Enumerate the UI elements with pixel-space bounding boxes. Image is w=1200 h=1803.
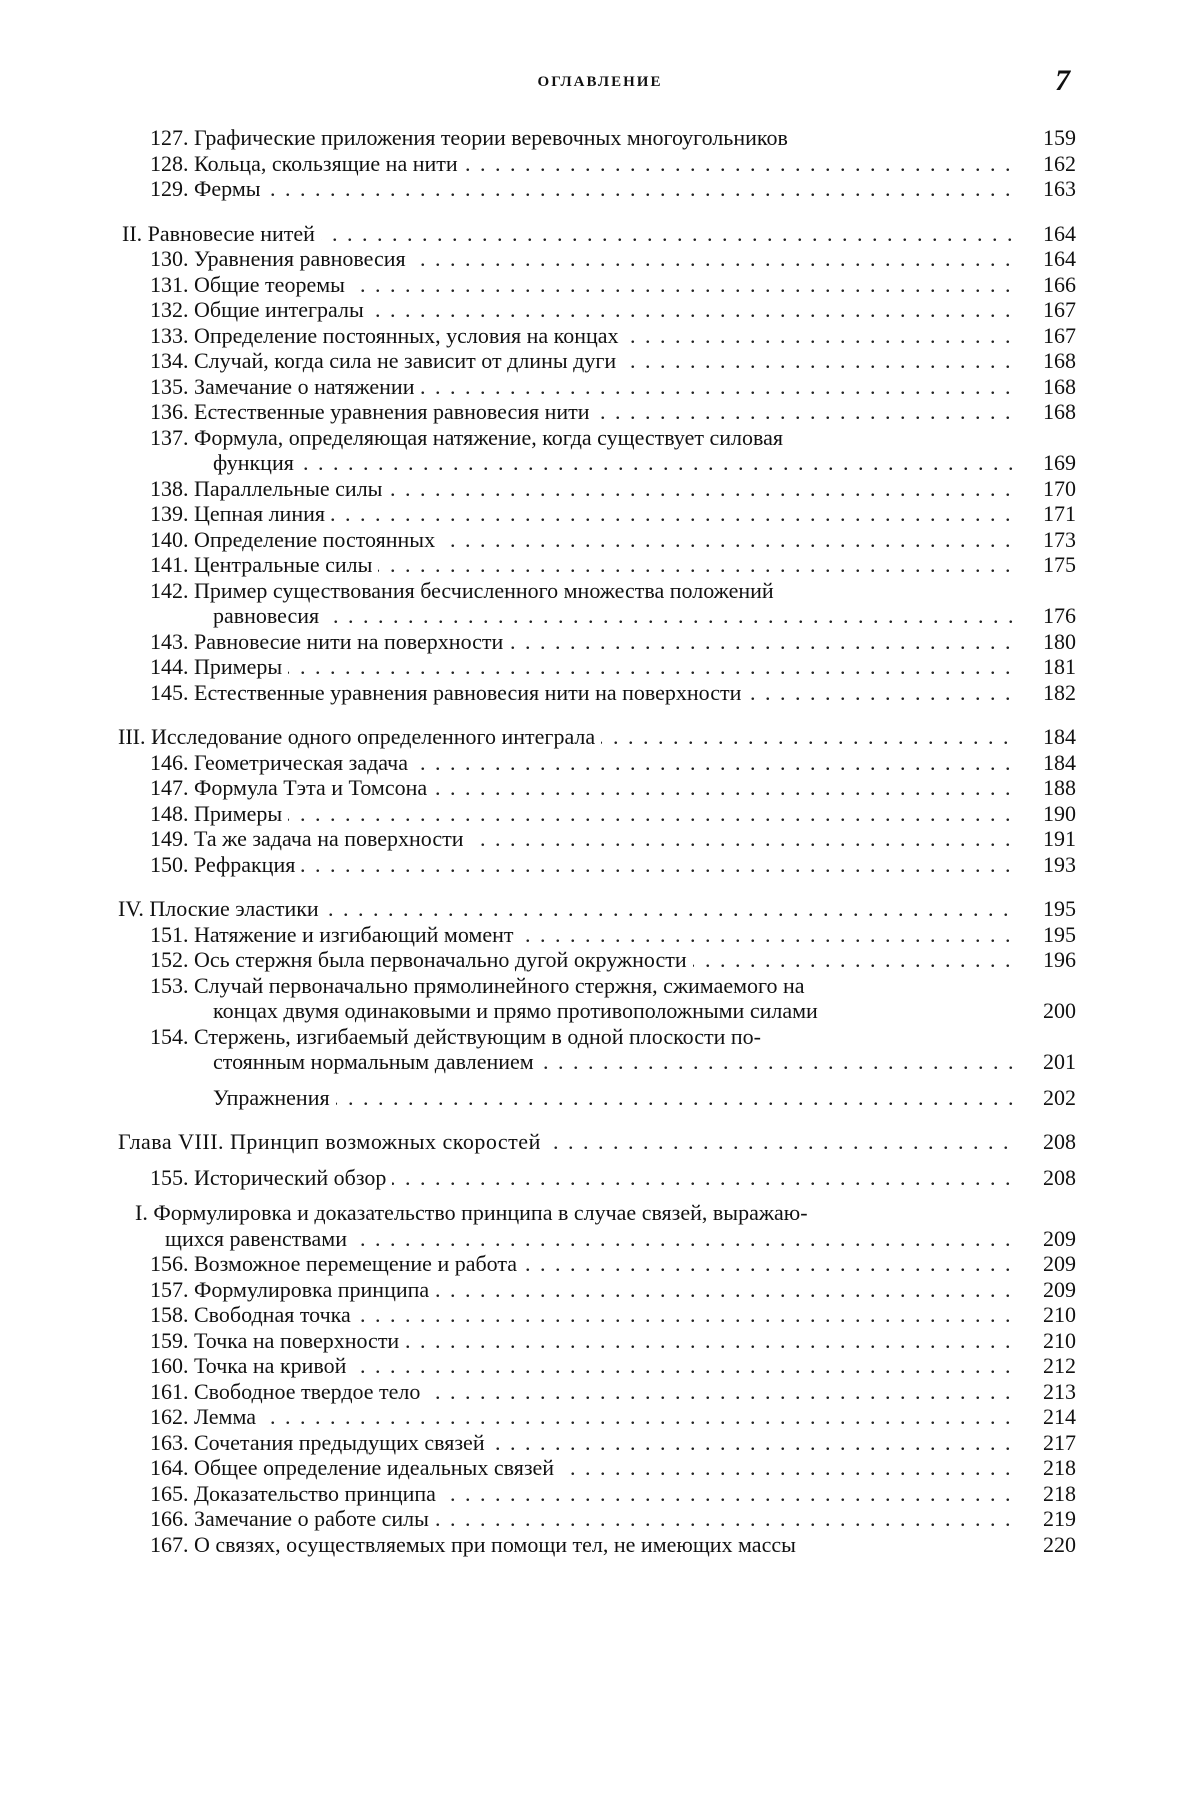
toc-entry-page: 195 [1043, 896, 1076, 921]
toc-entry-page: 220 [1043, 1531, 1076, 1557]
toc-entry [0, 1353, 1200, 1379]
toc-entry [0, 1302, 1200, 1328]
toc-entry [0, 1404, 1200, 1430]
toc-entry-page: 191 [1043, 826, 1076, 851]
toc-entry-text: 137. Формула, определяющая натяжение, когда существует силовая [150, 425, 789, 450]
toc-entry-title [213, 450, 1018, 475]
toc-entry-title [150, 348, 1018, 373]
toc-entry-page: 208 [1043, 1164, 1076, 1190]
toc-entry-page: 219 [1043, 1506, 1076, 1531]
toc-entry-page: 182 [1043, 679, 1076, 705]
toc-entry [0, 1430, 1200, 1456]
toc-entry-page: 184 [1043, 749, 1076, 775]
toc-entry-text: II. Равновесие нитей [122, 221, 321, 246]
toc-entry-page: 210 [1043, 1327, 1076, 1353]
toc-entry-text: 152. Ось стержня была первоначально дугой окружности [150, 947, 693, 972]
toc-entry-title [150, 947, 1018, 972]
toc-entry-page: 163 [1043, 176, 1076, 201]
toc-entry-text: 140. Определение постоянных [150, 527, 441, 552]
toc-entry-text: равновесия [213, 603, 325, 628]
toc-entry [0, 1165, 1200, 1191]
toc-entry-page: 168 [1043, 373, 1076, 399]
toc-entry [0, 1481, 1200, 1507]
toc-entry [0, 399, 1200, 425]
toc-entry-title [150, 852, 1018, 877]
toc-entry [0, 1085, 1200, 1111]
toc-entry-title [150, 775, 1018, 800]
table-of-contents [0, 125, 1200, 1557]
toc-entry [0, 973, 1200, 999]
toc-entry-text: 128. Кольца, скользящие на нити [150, 151, 464, 176]
toc-entry [0, 1226, 1200, 1252]
toc-entry [0, 1328, 1200, 1354]
toc-entry-page: 217 [1043, 1429, 1076, 1455]
toc-entry-title [118, 896, 1018, 921]
toc-entry [0, 151, 1200, 177]
toc-entry [0, 246, 1200, 272]
toc-entry [0, 654, 1200, 680]
toc-entry-text: 155. Исторический обзор [150, 1165, 392, 1190]
toc-entry-text: 143. Равновесие нити на поверхности [150, 629, 509, 654]
toc-entry-text: щихся равенствами [165, 1226, 353, 1251]
toc-entry-text: 147. Формула Тэта и Томсона [150, 775, 433, 800]
toc-entry-page: 170 [1043, 475, 1076, 501]
toc-entry [0, 750, 1200, 776]
toc-entry [0, 221, 1200, 247]
toc-entry-text: 145. Естественные уравнения равновесия нити на поверхности [150, 680, 747, 705]
toc-entry-text: 162. Лемма [150, 1404, 262, 1429]
toc-entry-text: Глава VIII. Принцип возможных скоростей [118, 1129, 547, 1154]
toc-entry-page: 193 [1043, 851, 1076, 877]
toc-entry-title [150, 1532, 1018, 1557]
toc-entry-title [150, 1251, 1018, 1276]
toc-entry-text: 163. Сочетания предыдущих связей [150, 1430, 491, 1455]
toc-entry-text: Упражнения [213, 1085, 336, 1110]
toc-entry-title [150, 272, 1018, 297]
toc-entry [0, 629, 1200, 655]
toc-entry [0, 922, 1200, 948]
toc-entry-text: 154. Стержень, изгибаемый действующим в одной плоскости по- [150, 1024, 767, 1049]
toc-entry [0, 450, 1200, 476]
toc-entry-page: 209 [1043, 1251, 1076, 1276]
toc-entry-title [150, 1165, 1018, 1190]
toc-entry-text: 164. Общее определение идеальных связей [150, 1455, 560, 1480]
toc-entry-text: 160. Точка на кривой [150, 1353, 352, 1378]
toc-entry-text: концах двумя одинаковыми и прямо противоположными силами [213, 998, 824, 1023]
toc-entry-page: 190 [1043, 800, 1076, 826]
toc-entry-text: I. Формулировка и доказательство принципа в случае связей, выражаю- [135, 1200, 814, 1225]
toc-entry-text: стоянным нормальным давлением [213, 1049, 540, 1074]
toc-entry-text: 165. Доказательство принципа [150, 1481, 442, 1506]
toc-entry [0, 501, 1200, 527]
toc-entry-page: 209 [1043, 1225, 1076, 1251]
toc-entry-text: 157. Формулировка принципа [150, 1277, 435, 1302]
toc-entry-title [150, 476, 1018, 501]
toc-entry [0, 1532, 1200, 1558]
toc-entry-title [150, 1481, 1018, 1506]
toc-entry-title [150, 552, 1018, 577]
toc-entry-title [213, 1049, 1018, 1074]
toc-entry [0, 947, 1200, 973]
toc-entry-page: 164 [1043, 220, 1076, 246]
toc-entry [0, 1024, 1200, 1050]
toc-entry [0, 775, 1200, 801]
toc-entry-title [150, 399, 1018, 424]
toc-entry-title [135, 1200, 1018, 1225]
toc-entry [0, 552, 1200, 578]
toc-entry [0, 125, 1200, 151]
toc-entry-page: 176 [1043, 603, 1076, 628]
toc-entry-text: 127. Графические приложения теории веревочных многоугольников [150, 125, 794, 150]
toc-entry-text: 150. Рефракция [150, 852, 301, 877]
toc-entry-title [150, 246, 1018, 271]
toc-entry [0, 1251, 1200, 1277]
toc-entry [0, 826, 1200, 852]
toc-entry-title [150, 125, 1018, 150]
toc-entry-title [150, 750, 1018, 775]
toc-entry-title [150, 1302, 1018, 1327]
toc-entry [0, 476, 1200, 502]
toc-entry-title [150, 151, 1018, 176]
toc-entry-title [150, 973, 1018, 998]
toc-entry-text: 161. Свободное твердое тело [150, 1379, 426, 1404]
toc-entry-page: 180 [1043, 628, 1076, 654]
toc-entry-text: 151. Натяжение и изгибающий момент [150, 922, 520, 947]
toc-entry [0, 272, 1200, 298]
toc-entry-page: 168 [1043, 399, 1076, 424]
toc-entry-text: 144. Примеры [150, 654, 288, 679]
toc-entry [0, 603, 1200, 629]
toc-entry [0, 680, 1200, 706]
toc-entry-page: 171 [1043, 501, 1076, 526]
toc-entry-title [150, 1430, 1018, 1455]
toc-entry-title [150, 629, 1018, 654]
toc-entry [0, 348, 1200, 374]
toc-entry-text: 129. Фермы [150, 176, 267, 201]
toc-entry-page: 201 [1043, 1049, 1076, 1074]
page-header [0, 64, 1200, 104]
toc-entry-title [150, 1353, 1018, 1378]
toc-entry-page: 169 [1043, 450, 1076, 475]
toc-entry-page: 214 [1043, 1404, 1076, 1429]
toc-entry-title [150, 1277, 1018, 1302]
toc-entry [0, 176, 1200, 202]
toc-entry-title [150, 1328, 1018, 1353]
toc-entry-text: 153. Случай первоначально прямолинейного стержня, сжимаемого на [150, 973, 811, 998]
toc-entry-page: 188 [1043, 775, 1076, 800]
toc-entry [0, 297, 1200, 323]
toc-entry [0, 1379, 1200, 1405]
toc-entry-text: 167. О связях, осуществляемых при помощи тел, не имеющих массы [150, 1532, 802, 1557]
toc-entry-title [213, 998, 1018, 1023]
toc-entry-page: 210 [1043, 1302, 1076, 1327]
toc-entry-title [150, 501, 1018, 526]
toc-entry-page: 167 [1043, 297, 1076, 322]
toc-entry-title [150, 680, 1018, 705]
toc-entry-page: 168 [1043, 348, 1076, 373]
toc-entry-title [150, 826, 1018, 851]
toc-entry-text: 158. Свободная точка [150, 1302, 357, 1327]
toc-entry [0, 896, 1200, 922]
toc-entry-text: 138. Параллельные силы [150, 476, 388, 501]
toc-entry-title [150, 176, 1018, 201]
toc-entry-text: 131. Общие теоремы [150, 272, 351, 297]
toc-entry [0, 998, 1200, 1024]
toc-entry-title [150, 1379, 1018, 1404]
toc-entry-text: IV. Плоские эластики [118, 896, 325, 921]
toc-entry-page: 181 [1043, 654, 1076, 679]
toc-entry-text: 130. Уравнения равновесия [150, 246, 412, 271]
toc-entry [0, 425, 1200, 451]
toc-entry [0, 801, 1200, 827]
toc-entry [0, 1200, 1200, 1226]
toc-entry-title [122, 221, 1018, 246]
toc-entry-title [150, 1506, 1018, 1531]
toc-entry-title [150, 1024, 1018, 1049]
toc-entry-page: 200 [1043, 998, 1076, 1023]
toc-entry-text: 135. Замечание о натяжении [150, 374, 420, 399]
toc-entry-page: 162 [1043, 150, 1076, 176]
toc-entry-text: III. Исследование одного определенного интеграла [118, 724, 601, 749]
toc-entry [0, 1277, 1200, 1303]
toc-entry [0, 724, 1200, 750]
toc-entry-page: 202 [1043, 1084, 1076, 1110]
toc-entry [0, 527, 1200, 553]
toc-entry-page: 164 [1043, 246, 1076, 271]
toc-entry [0, 1049, 1200, 1075]
toc-entry-title [118, 724, 1018, 749]
toc-entry-page: 218 [1043, 1455, 1076, 1480]
toc-entry [0, 852, 1200, 878]
toc-entry-title [150, 374, 1018, 399]
toc-entry-text: 132. Общие интегралы [150, 297, 370, 322]
running-title: ОГЛАВЛЕНИЕ [537, 74, 663, 90]
toc-entry-title [150, 323, 1018, 348]
toc-entry-page: 167 [1043, 322, 1076, 348]
toc-entry-title [150, 527, 1018, 552]
toc-entry-page: 209 [1043, 1276, 1076, 1302]
toc-entry-text: 142. Пример существования бесчисленного множества положений [150, 578, 780, 603]
toc-entry-title [150, 922, 1018, 947]
toc-entry-title [118, 1129, 1018, 1154]
toc-entry-title [150, 578, 1018, 603]
toc-entry-title [150, 654, 1018, 679]
toc-entry [0, 1506, 1200, 1532]
toc-entry-title [150, 297, 1018, 322]
toc-entry-title [150, 801, 1018, 826]
toc-entry-text: 133. Определение постоянных, условия на концах [150, 323, 625, 348]
toc-entry-text: функция [213, 450, 300, 475]
toc-entry-title [213, 603, 1018, 628]
toc-entry-text: 136. Естественные уравнения равновесия нити [150, 399, 596, 424]
toc-entry [0, 1455, 1200, 1481]
page-number: 7 [1055, 64, 1070, 97]
toc-entry-text: 166. Замечание о работе силы [150, 1506, 435, 1531]
toc-entry-page: 208 [1043, 1129, 1076, 1154]
toc-entry-page: 175 [1043, 552, 1076, 577]
toc-entry [0, 323, 1200, 349]
toc-entry-text: 139. Цепная линия [150, 501, 331, 526]
toc-entry-page: 196 [1043, 947, 1076, 972]
toc-entry-page: 218 [1043, 1480, 1076, 1506]
toc-entry-page: 213 [1043, 1378, 1076, 1404]
toc-entry-title [150, 425, 1018, 450]
toc-entry-text: 149. Та же задача на поверхности [150, 826, 470, 851]
toc-entry-page: 184 [1043, 724, 1076, 749]
toc-entry-text: 156. Возможное перемещение и работа [150, 1251, 523, 1276]
toc-entry [0, 578, 1200, 604]
toc-entry-text: 148. Примеры [150, 801, 288, 826]
toc-entry-text: 134. Случай, когда сила не зависит от длины дуги [150, 348, 622, 373]
toc-entry-text: 141. Центральные силы [150, 552, 378, 577]
toc-entry-title [150, 1455, 1018, 1480]
toc-entry-page: 173 [1043, 526, 1076, 552]
toc-entry-text: 146. Геометрическая задача [150, 750, 414, 775]
toc-entry-page: 159 [1043, 125, 1076, 150]
toc-entry-page: 166 [1043, 271, 1076, 297]
toc-entry-page: 212 [1043, 1353, 1076, 1378]
toc-entry-title [150, 1404, 1018, 1429]
toc-entry-title [165, 1226, 1018, 1251]
toc-entry-title [213, 1085, 1018, 1110]
toc-entry [0, 374, 1200, 400]
toc-entry-page: 195 [1043, 921, 1076, 947]
toc-entry [0, 1129, 1200, 1155]
toc-entry-text: 159. Точка на поверхности [150, 1328, 405, 1353]
